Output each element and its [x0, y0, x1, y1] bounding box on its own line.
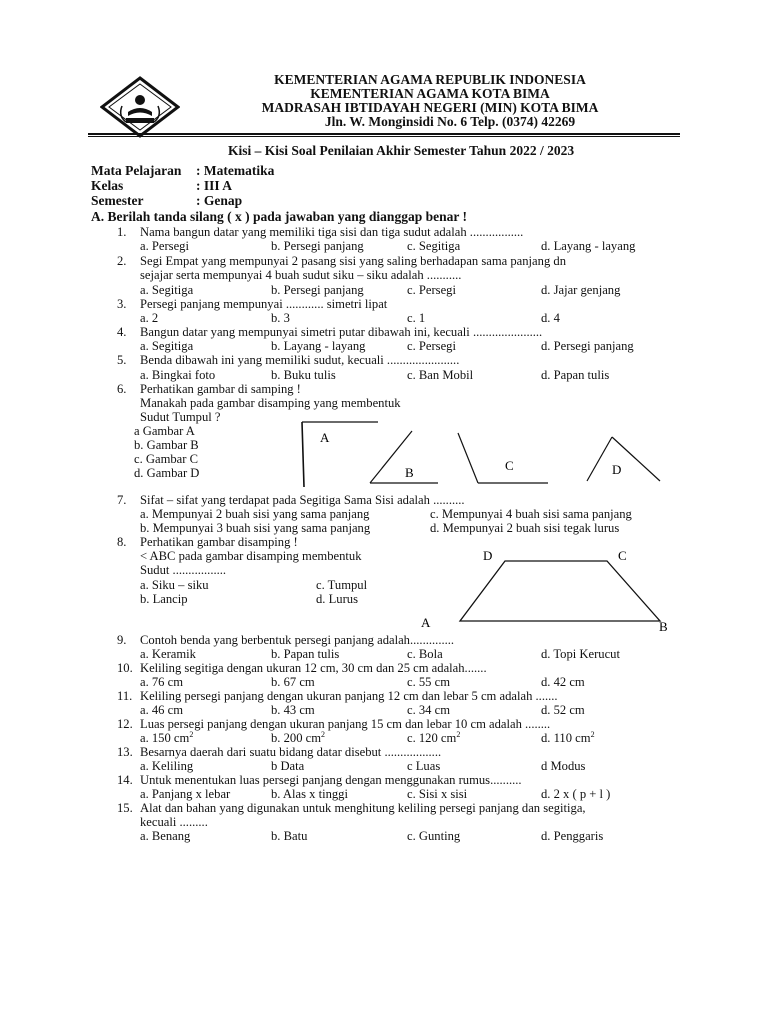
- option: d. 110 $cm^2$: [541, 729, 595, 745]
- info-label: Kelas: [91, 178, 124, 193]
- trapezoid-shape: [460, 561, 660, 621]
- question-text-continued: Sudut .................: [140, 563, 227, 577]
- question-text: Untuk menentukan luas persegi panjang dengan menggunakan rumus..........: [140, 773, 522, 787]
- vertex-label-a: A: [421, 615, 431, 630]
- option: a. Segitiga: [140, 339, 194, 353]
- option: c. Persegi: [407, 283, 456, 297]
- option: a. Siku – siku: [140, 578, 209, 592]
- superscript: 2: [321, 729, 326, 739]
- option: c Luas: [407, 759, 441, 773]
- option: b. Alas x tinggi: [271, 787, 348, 801]
- question-text: Bangun datar yang mempunyai simetri putar dibawah ini, kecuali ......................: [140, 325, 543, 339]
- option: c. 34 cm: [407, 703, 451, 717]
- option: a. Mempunyai 2 buah sisi yang sama panjang: [140, 507, 370, 521]
- question-text: Keliling segitiga dengan ukuran 12 cm, 30 cm dan 25 cm adalah.......: [140, 661, 487, 675]
- question-text-continued: Sudut Tumpul ?: [140, 410, 221, 424]
- question-text-continued: sejajar serta mempunyai 4 buah sudut siku – siku adalah ...........: [140, 268, 462, 282]
- option: a. 2: [140, 311, 159, 325]
- question-number: 3.: [117, 297, 127, 311]
- question-number: 15.: [117, 801, 133, 815]
- question-number: 1.: [117, 225, 127, 239]
- option: b. Gambar B: [134, 438, 199, 452]
- question-text-continued: kecuali .........: [140, 815, 208, 829]
- header-rule: [88, 133, 680, 135]
- option: c. Bola: [407, 647, 443, 661]
- question-number: 11.: [117, 689, 133, 703]
- option: b. 200 $cm^2$: [271, 729, 326, 745]
- question-text: Keliling persegi panjang dengan ukuran panjang 12 cm dan lebar 5 cm adalah .......: [140, 689, 558, 703]
- option: c. Mempunyai 4 buah sisi sama panjang: [430, 507, 632, 521]
- option: d. Jajar genjang: [541, 283, 621, 297]
- option: c. 120 $cm^2$: [407, 729, 461, 745]
- option: d. 52 cm: [541, 703, 585, 717]
- question-number: 13.: [117, 745, 133, 759]
- info-label: Mata Pelajaran: [91, 163, 182, 178]
- option: a. Panjang x lebar: [140, 787, 231, 801]
- angle-figures-diagram: [290, 415, 680, 490]
- info-value: : Genap: [196, 193, 243, 208]
- question-number: 6.: [117, 382, 127, 396]
- question-number: 9.: [117, 633, 127, 647]
- option: c. Persegi: [407, 339, 456, 353]
- figure-label-a: A: [320, 430, 330, 445]
- question-number: 2.: [117, 254, 127, 268]
- vertex-label-c: C: [618, 548, 627, 563]
- option: b. Layang - layang: [271, 339, 366, 353]
- option: b. Batu: [271, 829, 308, 843]
- option: b. 43 cm: [271, 703, 315, 717]
- question-number: 14.: [117, 773, 133, 787]
- instruction: A. Berilah tanda silang ( x ) pada jawaban yang dianggap benar !: [91, 209, 467, 224]
- option: d. Gambar D: [134, 466, 200, 480]
- option: c. Gambar C: [134, 452, 198, 466]
- option: d. 4: [541, 311, 560, 325]
- question-number: 5.: [117, 353, 127, 367]
- option: b. Mempunyai 3 buah sisi yang sama panjang: [140, 521, 371, 535]
- option: a. 150 $cm^2$: [140, 729, 194, 745]
- question-number: 10.: [117, 661, 133, 675]
- header-rule-thin: [88, 136, 680, 137]
- question-text: Persegi panjang mempunyai ............ simetri lipat: [140, 297, 388, 311]
- header-address: Jln. W. Monginsidi No. 6 Telp. (0374) 42269: [324, 114, 576, 129]
- option: a. 46 cm: [140, 703, 184, 717]
- option: a. Segitiga: [140, 283, 194, 297]
- info-value: : III A: [196, 178, 233, 193]
- question-text: Luas persegi panjang dengan ukuran panjang 15 cm dan lebar 10 cm adalah ........: [140, 717, 551, 731]
- option: d. 2 x ( p + l ): [541, 787, 611, 801]
- header-office: KEMENTERIAN AGAMA KOTA BIMA: [310, 86, 550, 101]
- option: a. Bingkai foto: [140, 368, 216, 382]
- option: c. Tumpul: [316, 578, 368, 592]
- option: c. Ban Mobil: [407, 368, 474, 382]
- option: b. Papan tulis: [271, 647, 340, 661]
- option: b Data: [271, 759, 305, 773]
- option: b. Buku tulis: [271, 368, 336, 382]
- question-text: Sifat – sifat yang terdapat pada Segitiga Sama Sisi adalah ..........: [140, 493, 465, 507]
- angle-figure-d: [587, 437, 660, 481]
- option: c. Sisi x sisi: [407, 787, 468, 801]
- option: d. Papan tulis: [541, 368, 610, 382]
- question-number: 12.: [117, 717, 133, 731]
- option: b. 3: [271, 311, 290, 325]
- option: a. Persegi: [140, 239, 189, 253]
- question-text: Nama bangun datar yang memiliki tiga sisi dan tiga sudut adalah .................: [140, 225, 524, 239]
- question-text: Contoh benda yang berbentuk persegi panjang adalah..............: [140, 633, 455, 647]
- option: d. Persegi panjang: [541, 339, 634, 353]
- vertex-label-d: D: [483, 548, 493, 563]
- question-text: Benda dibawah ini yang memiliki sudut, kecuali .......................: [140, 353, 460, 367]
- document-title: Kisi – Kisi Soal Penilaian Akhir Semester Tahun 2022 / 2023: [228, 143, 575, 158]
- option: d. 42 cm: [541, 675, 585, 689]
- angle-figure-a: [302, 422, 378, 487]
- option: a Gambar A: [134, 424, 195, 438]
- question-number: 7.: [117, 493, 127, 507]
- option: a. Keliling: [140, 759, 194, 773]
- option: d. Topi Kerucut: [541, 647, 620, 661]
- option: c. Gunting: [407, 829, 461, 843]
- option: d Modus: [541, 759, 586, 773]
- option: b. Lancip: [140, 592, 188, 606]
- option: c. 55 cm: [407, 675, 451, 689]
- figure-label-c: C: [505, 458, 514, 473]
- figure-label-b: B: [405, 465, 414, 480]
- option: c. Segitiga: [407, 239, 461, 253]
- header-school: MADRASAH IBTIDAYAH NEGERI (MIN) KOTA BIMA: [261, 100, 599, 115]
- option: d. Lurus: [316, 592, 358, 606]
- vertex-label-b: B: [659, 619, 668, 634]
- question-number: 4.: [117, 325, 127, 339]
- question-text-continued: < ABC pada gambar disamping membentuk: [140, 549, 362, 563]
- option: b. Persegi panjang: [271, 283, 364, 297]
- superscript: 2: [189, 729, 194, 739]
- angle-figure-b: [370, 431, 438, 483]
- option: c. 1: [407, 311, 426, 325]
- option: a. 76 cm: [140, 675, 184, 689]
- question-text: Besarnya daerah dari suatu bidang datar disebut ..................: [140, 745, 442, 759]
- superscript: 2: [590, 729, 595, 739]
- info-label: Semester: [91, 193, 144, 208]
- option: a. Benang: [140, 829, 191, 843]
- figure-label-d: D: [612, 462, 622, 477]
- header-ministry: KEMENTERIAN AGAMA REPUBLIK INDONESIA: [274, 72, 586, 87]
- question-text: Perhatikan gambar di samping !: [140, 382, 301, 396]
- option: d. Mempunyai 2 buah sisi tegak lurus: [430, 521, 620, 535]
- question-text-continued: Manakah pada gambar disamping yang membentuk: [140, 396, 401, 410]
- trapezoid-diagram: [415, 543, 685, 636]
- option: d. Penggaris: [541, 829, 604, 843]
- question-text: Segi Empat yang mempunyai 2 pasang sisi yang saling berhadapan sama panjang dn: [140, 254, 566, 268]
- angle-figure-c: [458, 433, 548, 483]
- superscript: 2: [456, 729, 461, 739]
- option: d. Layang - layang: [541, 239, 636, 253]
- option: b. 67 cm: [271, 675, 315, 689]
- question-number: 8.: [117, 535, 127, 549]
- option: a. Keramik: [140, 647, 196, 661]
- option: b. Persegi panjang: [271, 239, 364, 253]
- question-text: Alat dan bahan yang digunakan untuk menghitung keliling persegi panjang dan segitiga,: [140, 801, 586, 815]
- question-text: Perhatikan gambar disamping !: [140, 535, 298, 549]
- info-value: : Matematika: [196, 163, 275, 178]
